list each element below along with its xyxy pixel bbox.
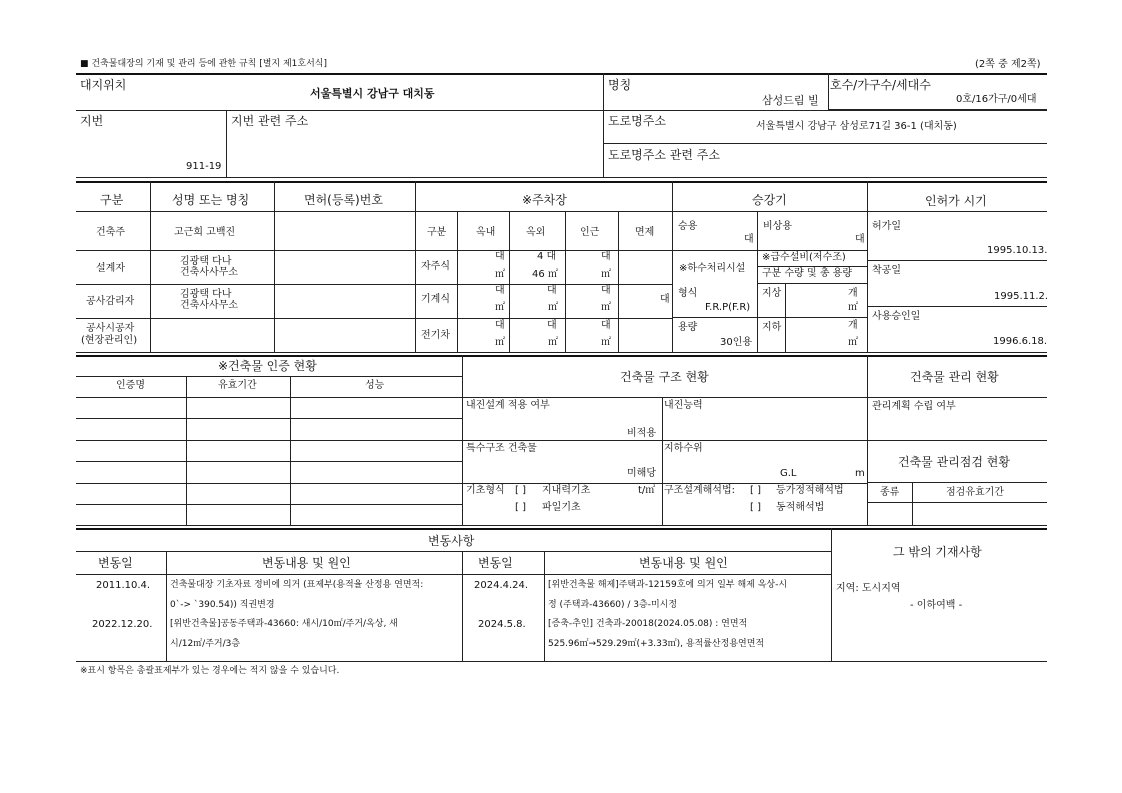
grid-line [672,317,867,318]
parking-mech-indoor-count: 대 [495,285,505,296]
grid-line [757,250,867,251]
structure-title: 건축물 구조 현황 [620,370,709,384]
parking-self-indoor-count: 대 [495,251,505,262]
grid-line [462,440,1047,441]
change-date-4: 2024.5.8. [478,619,526,630]
permit-title: 인허가 시기 [925,194,987,208]
analysis-checkbox-2: [ ] [750,502,761,513]
people-name-owner: 고근희 고백진 [174,227,236,238]
sewage-form-label: 형식 [678,288,698,299]
changes-title: 변동사항 [428,534,475,548]
grid-line [76,574,831,575]
people-name-designer-2: 건축사사무소 [180,267,238,278]
foundation-checkbox-2: [ ] [515,502,526,513]
grid-line [831,528,832,661]
foundation-checkbox-1: [ ] [515,485,526,496]
grid-line [662,397,663,525]
people-name-supervisor: 김광택 다나 [180,289,232,300]
water-above-count: 개 [848,288,858,299]
people-role-owner: 건축주 [96,227,125,238]
water-below-label: 지하 [762,322,782,333]
grid-line [785,283,786,352]
grid-line [912,482,913,525]
parking-mech-outdoor-area: ㎡ [548,302,558,313]
grid-line [867,482,1047,483]
parking-self-outdoor-area: 46 ㎡ [532,269,558,280]
grid-line [76,551,831,552]
water-below-area: ㎡ [848,337,858,348]
grid-line [76,177,1047,178]
grid-line [457,211,458,352]
grid-line [672,250,757,251]
cert-header-name: 인증명 [116,380,145,391]
approval-date: 1996.6.18. [993,336,1048,347]
people-role-supervisor: 공사감리자 [86,296,135,307]
grid-line [76,376,462,377]
grid-line [757,211,758,250]
grid-line [544,551,545,661]
parking-title: ※주차장 [522,193,567,207]
grid-line [867,260,1047,261]
elevator-passenger-label: 승용 [678,221,698,232]
grid-line [76,284,672,285]
analysis-option-1: 등가정적해석법 [776,485,844,496]
special-structure-value: 미해당 [627,468,656,479]
inspection-kind-header: 종류 [880,487,900,498]
management-plan-label: 관리계획 수립 여부 [872,401,956,412]
analysis-label: 구조설계해석법: [664,485,735,496]
other-items-zone: 지역: 도시지역 [836,583,901,594]
change-date-1: 2011.10.4. [96,580,151,591]
changes-header-date-left: 변동일 [98,556,133,570]
grid-line [76,318,672,319]
grid-line [462,397,1047,398]
grid-line [76,504,462,505]
cert-title: ※건축물 인증 현황 [218,359,317,373]
start-label: 착공일 [872,265,901,276]
change-content-1b: 0`-> `390.54)) 직권변경 [170,600,275,610]
grid-line [757,250,758,352]
water-above-label: 지상 [762,288,782,299]
people-name-designer: 김광택 다나 [180,256,232,267]
grid-line [415,181,416,352]
grid-line [603,73,604,177]
groundwater-label: 지하수위 [664,443,703,454]
change-content-2a: [위반건축물]공동주택과-43660: 새시/10㎡/주거/옥상, 새 [170,619,398,629]
parking-ev-near-area: ㎡ [601,337,611,348]
people-role-builder-2: (현장관리인) [81,335,138,346]
management-title: 건축물 관리 현황 [910,370,999,384]
form-rule-text: ■ 건축물대장의 기재 및 관리 등에 관한 규칙 [별지 제1호서식] [80,59,327,69]
grid-line [462,355,463,525]
elevator-emergency-unit: 대 [855,234,865,245]
other-items-title: 그 밖의 기재사항 [893,545,982,559]
grid-line [150,181,151,352]
lot-value: 911-19 [186,161,222,172]
change-date-3: 2024.4.24. [474,580,529,591]
water-above-area: ㎡ [848,302,858,313]
elevator-emergency-label: 비상용 [763,221,792,232]
road-address-label: 도로명주소 [608,114,666,128]
people-role-designer: 설계자 [96,263,125,274]
parking-header-outdoor: 옥외 [526,227,546,238]
analysis-option-2: 동적해석법 [776,502,825,513]
grid-line [76,528,1047,530]
grid-line [76,211,1047,212]
grid-line [462,483,867,484]
grid-line [757,283,867,284]
water-supply-label: ※급수설비(저수조) [762,252,846,263]
grid-line [76,661,1047,662]
grid-line [867,355,868,525]
grid-line [867,502,1047,503]
groundwater-value: G.L [780,468,797,479]
parking-mech-indoor-area: ㎡ [495,302,505,313]
grid-line [828,109,1047,110]
grid-line [672,181,673,352]
foundation-label: 기초형식 [466,485,505,496]
parking-ev-outdoor-area: ㎡ [548,337,558,348]
sewage-capacity-label: 용량 [678,322,698,333]
grid-line [867,181,868,352]
permit-label: 허가일 [872,221,901,232]
grid-line [76,352,1047,353]
parking-self-near-area: ㎡ [601,269,611,280]
seismic-capacity-label: 내진능력 [664,400,703,411]
elevator-passenger-unit: 대 [744,234,754,245]
sewage-form-value: F.R.P(F.R) [705,302,751,313]
parking-self-near-count: 대 [601,251,611,262]
parking-header-type: 구분 [427,227,447,238]
cert-header-performance: 성능 [365,380,385,391]
parking-header-exempt: 면제 [635,227,655,238]
parking-mech-outdoor-count: 대 [547,285,557,296]
grid-line [76,461,462,462]
people-role-builder: 공사시공자 [86,323,135,334]
lot-label: 지번 [80,114,104,128]
grid-line [76,110,1047,111]
change-content-1a: 건축물대장 기초자료 정비에 의거 (표제부(용적율 산정용 연면적: [170,580,424,590]
parking-ev-outdoor-count: 대 [547,320,557,331]
grid-line [76,440,462,441]
site-value: 서울특별시 강남구 대치동 [310,87,435,100]
page-indicator: (2쪽 중 제2쪽) [975,59,1041,70]
inspection-valid-header: 점검유효기간 [946,487,1004,498]
road-related-label: 도로명주소 관련 주소 [608,148,720,162]
grid-line [509,211,510,352]
grid-line [76,525,1047,526]
changes-header-content-right: 변동내용 및 원인 [639,556,728,570]
people-header-name: 성명 또는 명칭 [172,193,250,207]
grid-line [274,181,275,352]
name-label: 명칭 [608,78,632,92]
road-address-value: 서울특별시 강남구 삼성로71길 36-1 (대치동) [756,121,957,132]
name-value: 삼성드림 빌 [762,94,819,107]
changes-header-date-right: 변동일 [478,556,513,570]
elevator-title: 승강기 [752,193,787,207]
foundation-option-2: 파일기초 [542,502,581,513]
parking-mech-near-count: 대 [601,285,611,296]
parking-ev-indoor-count: 대 [495,320,505,331]
cert-header-period: 유효기간 [218,380,257,391]
other-items-blank: - 이하여백 - [910,600,963,611]
grid-line [867,306,1047,307]
related-lot-label: 지번 관련 주소 [231,114,309,128]
change-content-3a: [위반건축물 해제]주택과-12159호에 의거 일부 해제 옥상-시 [548,580,788,590]
seismic-design-value: 비적용 [627,428,656,439]
grid-line [757,266,867,267]
site-label: 대지위치 [80,78,127,92]
parking-mech-near-area: ㎡ [601,302,611,313]
grid-line [290,376,291,525]
groundwater-unit: m [855,468,865,479]
people-header-license: 면허(등록)번호 [304,193,383,207]
units-value: 0호/16가구/0세대 [956,94,1037,105]
permit-date: 1995.10.13. [987,245,1048,256]
parking-type-mech: 기계식 [421,294,450,305]
parking-header-indoor: 옥내 [476,227,496,238]
change-content-4a: [증축-추인] 건축과-20018(2024.05.08) : 연면적 [548,619,748,629]
grid-line [565,211,566,352]
people-name-supervisor-2: 건축사사무소 [180,300,238,311]
grid-line [618,211,619,352]
change-content-3b: 정 (주택과-43660) / 3층-미시정 [548,600,678,610]
grid-line [76,181,1047,183]
parking-self-outdoor-count: 4 대 [537,251,557,262]
parking-type-self: 자주식 [421,261,450,272]
grid-line [226,110,227,177]
sewage-capacity-value: 30인용 [720,337,753,348]
grid-line [76,355,1047,357]
start-date: 1995.11.2. [994,291,1049,302]
grid-line [76,483,462,484]
grid-line [603,143,1047,144]
changes-header-content-left: 변동내용 및 원인 [262,556,351,570]
grid-line [186,376,187,525]
footnote: ※표시 항목은 총괄표제부가 있는 경우에는 적지 않을 수 있습니다. [80,666,340,676]
grid-line [828,73,829,110]
sewage-label: ※하수처리시설 [679,263,746,274]
water-below-count: 개 [848,320,858,331]
parking-type-ev: 전기차 [421,330,450,341]
parking-self-indoor-area: ㎡ [495,269,505,280]
analysis-checkbox-1: [ ] [750,485,761,496]
people-header-role: 구분 [100,193,124,207]
grid-line [76,418,462,419]
change-content-2b: 시/12㎡/주거/3층 [170,639,241,649]
units-label: 호수/가구수/세대수 [830,78,931,92]
grid-line [76,73,1047,75]
special-structure-label: 특수구조 건축물 [466,443,537,454]
grid-line [166,551,167,661]
parking-ev-near-count: 대 [601,320,611,331]
parking-exempt-unit: 대 [660,294,670,305]
water-supply-sub: 구분 수량 및 총 용량 [762,268,852,279]
parking-ev-indoor-area: ㎡ [495,337,505,348]
change-content-4b: 525.96㎡→529.29㎡(+3.33㎡), 용적률산정용연면적 [548,639,765,649]
grid-line [462,551,463,661]
grid-line [76,250,672,251]
approval-label: 사용승인일 [872,311,921,322]
foundation-unit: t/㎡ [638,485,656,496]
foundation-option-1: 지내력기초 [542,485,591,496]
parking-header-near: 인근 [580,227,600,238]
inspection-title: 건축물 관리점검 현황 [898,455,1010,469]
change-date-2: 2022.12.20. [92,619,153,630]
seismic-design-label: 내진설계 적용 여부 [466,400,550,411]
grid-line [76,397,462,398]
